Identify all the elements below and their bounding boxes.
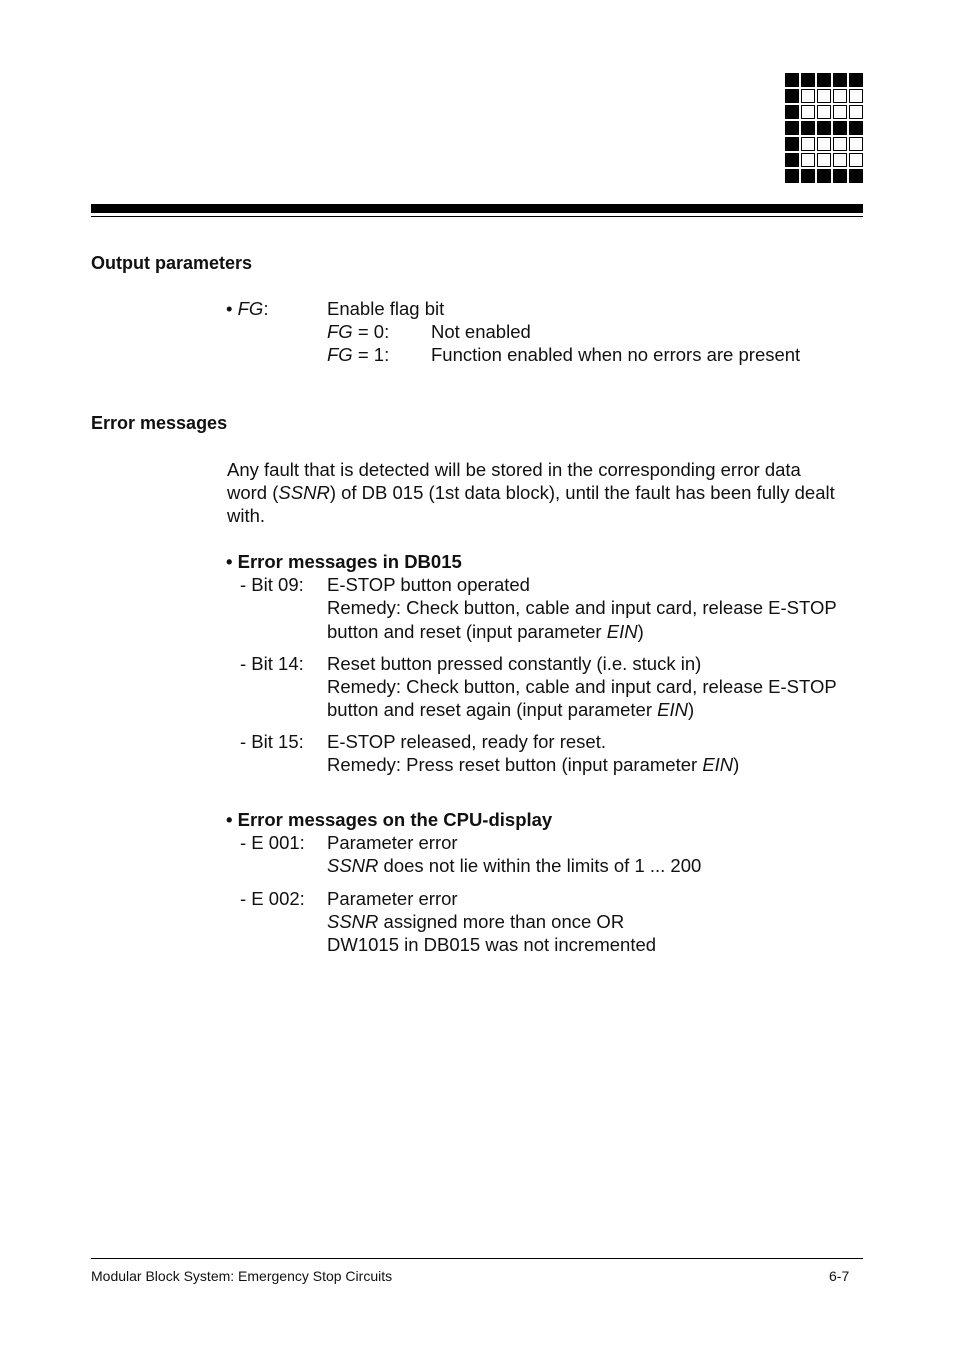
logo-cell bbox=[817, 153, 831, 167]
logo-cell bbox=[849, 105, 863, 119]
footer-rule bbox=[91, 1258, 863, 1259]
logo-cell bbox=[801, 89, 815, 103]
intro-line-2-var: SSNR bbox=[278, 482, 330, 503]
header-rule-thick bbox=[91, 204, 863, 213]
cpu-title: • Error messages on the CPU-display bbox=[226, 809, 553, 830]
bit09-line1: E-STOP button operated bbox=[327, 574, 530, 595]
fg-option-0-label bbox=[327, 320, 389, 343]
fg-bullet bbox=[226, 297, 268, 320]
logo-cell bbox=[817, 89, 831, 103]
intro-line-2-a: word ( bbox=[227, 482, 279, 503]
bit09-line3-var: EIN bbox=[606, 621, 638, 642]
logo-cell bbox=[801, 121, 815, 135]
intro-line-2 bbox=[227, 481, 835, 504]
bit14-line3-a: button and reset again (input parameter bbox=[327, 699, 658, 720]
bit09-line3-b: ) bbox=[637, 621, 644, 642]
fg-option-0-desc: Not enabled bbox=[431, 321, 531, 342]
error-messages-heading: Error messages bbox=[91, 413, 228, 433]
logo-cell bbox=[801, 153, 815, 167]
logo-cell bbox=[833, 89, 847, 103]
logo-cell bbox=[817, 137, 831, 151]
logo-cell bbox=[849, 121, 863, 135]
logo-cell bbox=[849, 89, 863, 103]
logo-cell bbox=[849, 169, 863, 183]
e001-line2 bbox=[327, 854, 701, 877]
fg-option-1-name: FG bbox=[327, 344, 353, 365]
e001-line2-b: does not lie within the limits of 1 ... 200 bbox=[378, 855, 702, 876]
e001-line1: Parameter error bbox=[327, 832, 458, 853]
e001-code: - E 001: bbox=[240, 832, 305, 853]
bit14-line3-var: EIN bbox=[657, 699, 688, 720]
logo-cell bbox=[785, 137, 799, 151]
e002-line2-var: SSNR bbox=[327, 911, 379, 932]
logo-cell bbox=[801, 105, 815, 119]
bit15-line2-a: Remedy: Press reset button (input parameter bbox=[327, 754, 703, 775]
fg-colon: : bbox=[263, 298, 269, 319]
bit14-line1: Reset button pressed constantly (i.e. stuck in) bbox=[327, 653, 702, 674]
fg-option-1-value: = 1: bbox=[352, 344, 390, 365]
logo-cell bbox=[833, 169, 847, 183]
logo-cell bbox=[849, 153, 863, 167]
logo-cell bbox=[849, 137, 863, 151]
logo-cell bbox=[817, 73, 831, 87]
bit09-code: - Bit 09: bbox=[240, 574, 304, 595]
e002-line1: Parameter error bbox=[327, 888, 458, 909]
logo-cell bbox=[833, 153, 847, 167]
bit15-line2-b: ) bbox=[733, 754, 740, 775]
db015-title: • Error messages in DB015 bbox=[226, 551, 462, 572]
logo-cell bbox=[817, 105, 831, 119]
logo-cell bbox=[801, 169, 815, 183]
bit09-line3-a: button and reset (input parameter bbox=[327, 621, 607, 642]
bit15-line2 bbox=[327, 753, 739, 776]
section-logo-grid bbox=[785, 73, 865, 185]
bit09-line3 bbox=[327, 620, 644, 643]
fg-option-0-value: = 0: bbox=[352, 321, 390, 342]
logo-cell bbox=[833, 121, 847, 135]
logo-cell bbox=[785, 89, 799, 103]
logo-cell bbox=[833, 73, 847, 87]
bit14-line2: Remedy: Check button, cable and input card, release E-STOP bbox=[327, 676, 837, 697]
bit15-line2-var: EIN bbox=[702, 754, 734, 775]
fg-option-1-desc: Function enabled when no errors are present bbox=[431, 344, 801, 365]
logo-cell bbox=[785, 153, 799, 167]
e001-line2-var: SSNR bbox=[327, 855, 379, 876]
fg-name: FG bbox=[237, 298, 264, 319]
logo-cell bbox=[801, 73, 815, 87]
header-rule-thin bbox=[91, 216, 863, 217]
intro-line-1: Any fault that is detected will be stored in the corresponding error data bbox=[227, 459, 801, 480]
bit09-line2: Remedy: Check button, cable and input card, release E-STOP bbox=[327, 597, 837, 618]
bit15-code: - Bit 15: bbox=[240, 731, 304, 752]
logo-cell bbox=[785, 169, 799, 183]
output-parameters-heading: Output parameters bbox=[91, 253, 253, 273]
logo-cell bbox=[833, 105, 847, 119]
e002-code: - E 002: bbox=[240, 888, 305, 909]
intro-line-2-b: ) of DB 015 (1st data block), until the fault has been fully dealt bbox=[329, 482, 835, 503]
logo-cell bbox=[785, 121, 799, 135]
logo-cell bbox=[785, 73, 799, 87]
logo-cell bbox=[801, 137, 815, 151]
bit15-line1: E-STOP released, ready for reset. bbox=[327, 731, 606, 752]
fg-description: Enable flag bit bbox=[327, 298, 445, 319]
bit14-line3 bbox=[327, 698, 694, 721]
logo-cell bbox=[817, 169, 831, 183]
intro-line-3: with. bbox=[227, 505, 266, 526]
bullet: • bbox=[226, 298, 233, 319]
e002-line2 bbox=[327, 910, 624, 933]
bit14-line3-b: ) bbox=[687, 699, 695, 720]
logo-cell bbox=[833, 137, 847, 151]
logo-cell bbox=[785, 105, 799, 119]
bit14-code: - Bit 14: bbox=[240, 653, 304, 674]
footer-page-number: 6-7 bbox=[829, 1268, 850, 1284]
footer-title: Modular Block System: Emergency Stop Circuits bbox=[91, 1268, 393, 1284]
fg-option-1-label bbox=[327, 343, 389, 366]
fg-option-0-name: FG bbox=[327, 321, 353, 342]
e002-line2-b: assigned more than once OR bbox=[378, 911, 625, 932]
e002-line3: DW1015 in DB015 was not incremented bbox=[327, 934, 657, 955]
logo-cell bbox=[849, 73, 863, 87]
logo-cell bbox=[817, 121, 831, 135]
